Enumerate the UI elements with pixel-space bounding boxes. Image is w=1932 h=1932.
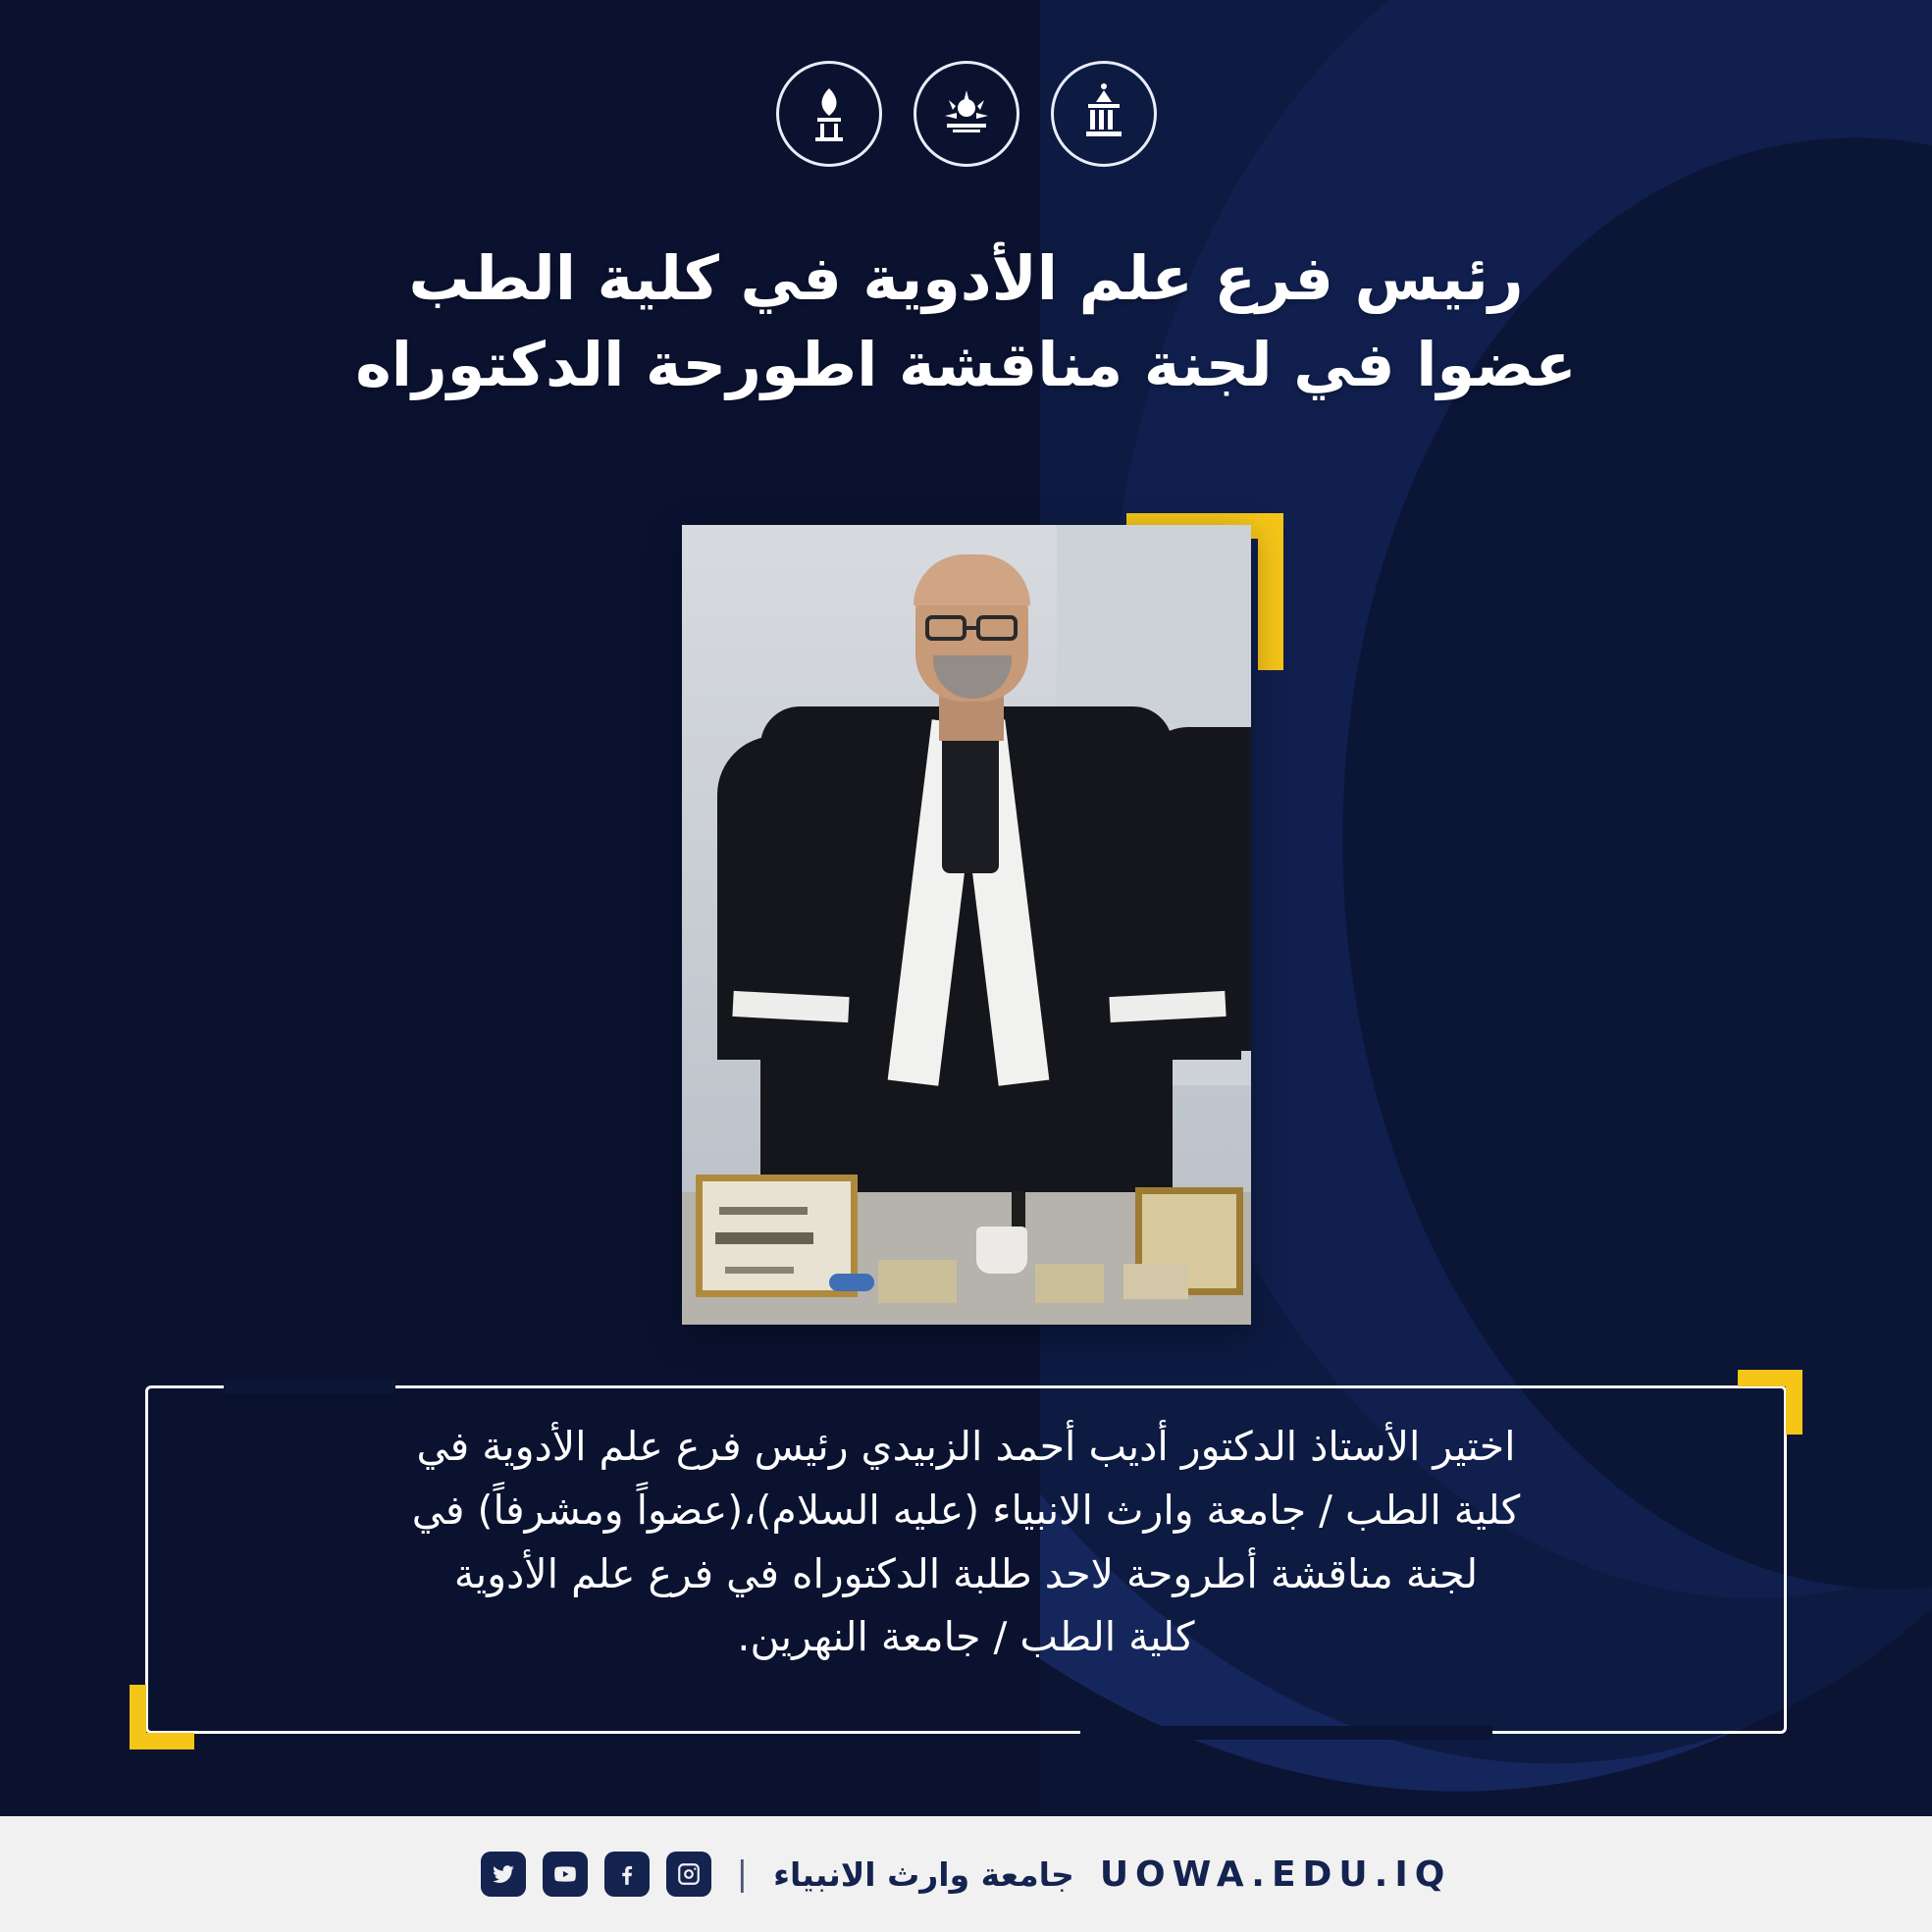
body-text-card	[145, 1385, 1787, 1734]
card-border-gap-top	[224, 1380, 395, 1393]
footer-separator: |	[736, 1854, 749, 1894]
social-links	[481, 1852, 711, 1897]
photo-plaque-text-line-3	[725, 1267, 794, 1274]
al-abbas-holy-shrine-logo	[776, 61, 882, 167]
photo-eyeglasses-bridge	[966, 626, 978, 630]
photo-table-object-3	[1123, 1264, 1188, 1299]
photo-plaque-text-line-2	[715, 1232, 813, 1244]
body-text	[196, 1415, 1736, 1714]
twitter-icon[interactable]	[481, 1852, 526, 1897]
photo-container	[682, 525, 1251, 1325]
headline-line-2: عضوا في لجنة مناقشة اطورحة الدكتوراه	[355, 329, 1577, 401]
photo-necktie	[942, 726, 999, 873]
headline-line-1: رئيس فرع علم الأدوية في كلية الطب	[408, 242, 1524, 314]
card-corner-accent-top-right	[1738, 1370, 1802, 1435]
body-line-1: اختير الأستاذ الدكتور أديب أحمد الزبيدي رئيس فرع علم الأدوية في	[416, 1423, 1516, 1470]
body-line-3: لجنة مناقشة أطروحة لاحد طلبة الدكتوراه في فرع علم الأدوية	[453, 1549, 1479, 1597]
instagram-icon[interactable]	[666, 1852, 711, 1897]
headline	[118, 235, 1814, 408]
ministry-of-higher-education-logo	[914, 61, 1019, 167]
logo-row	[0, 61, 1932, 167]
youtube-icon[interactable]	[543, 1852, 588, 1897]
photo-eyeglasses-left-lens	[925, 615, 966, 641]
photo-table-object-4	[829, 1274, 874, 1291]
photo-eyeglasses-right-lens	[976, 615, 1018, 641]
doctoral-defense-committee-photo	[682, 525, 1251, 1325]
university-name: جامعة وارث الانبياء	[773, 1854, 1074, 1894]
university-of-warith-al-anbiyaa-logo	[1051, 61, 1157, 167]
body-line-2: كلية الطب / جامعة وارث الانبياء (عليه السلام)،(عضواً ومشرفاً) في	[411, 1486, 1521, 1534]
photo-table-object-2	[1035, 1264, 1104, 1303]
facebook-icon[interactable]	[604, 1852, 650, 1897]
photo-cup	[976, 1227, 1027, 1274]
card-border-gap-bottom	[1080, 1726, 1492, 1740]
website-url[interactable]: UOWA.EDU.IQ	[1099, 1854, 1452, 1895]
photo-plaque-text-line-1	[719, 1207, 808, 1215]
footer-bar	[0, 1816, 1932, 1932]
photo-table-object-1	[878, 1260, 957, 1303]
card-corner-accent-bottom-left	[130, 1685, 194, 1749]
body-line-4: كلية الطب / جامعة النهرين.	[737, 1613, 1195, 1661]
